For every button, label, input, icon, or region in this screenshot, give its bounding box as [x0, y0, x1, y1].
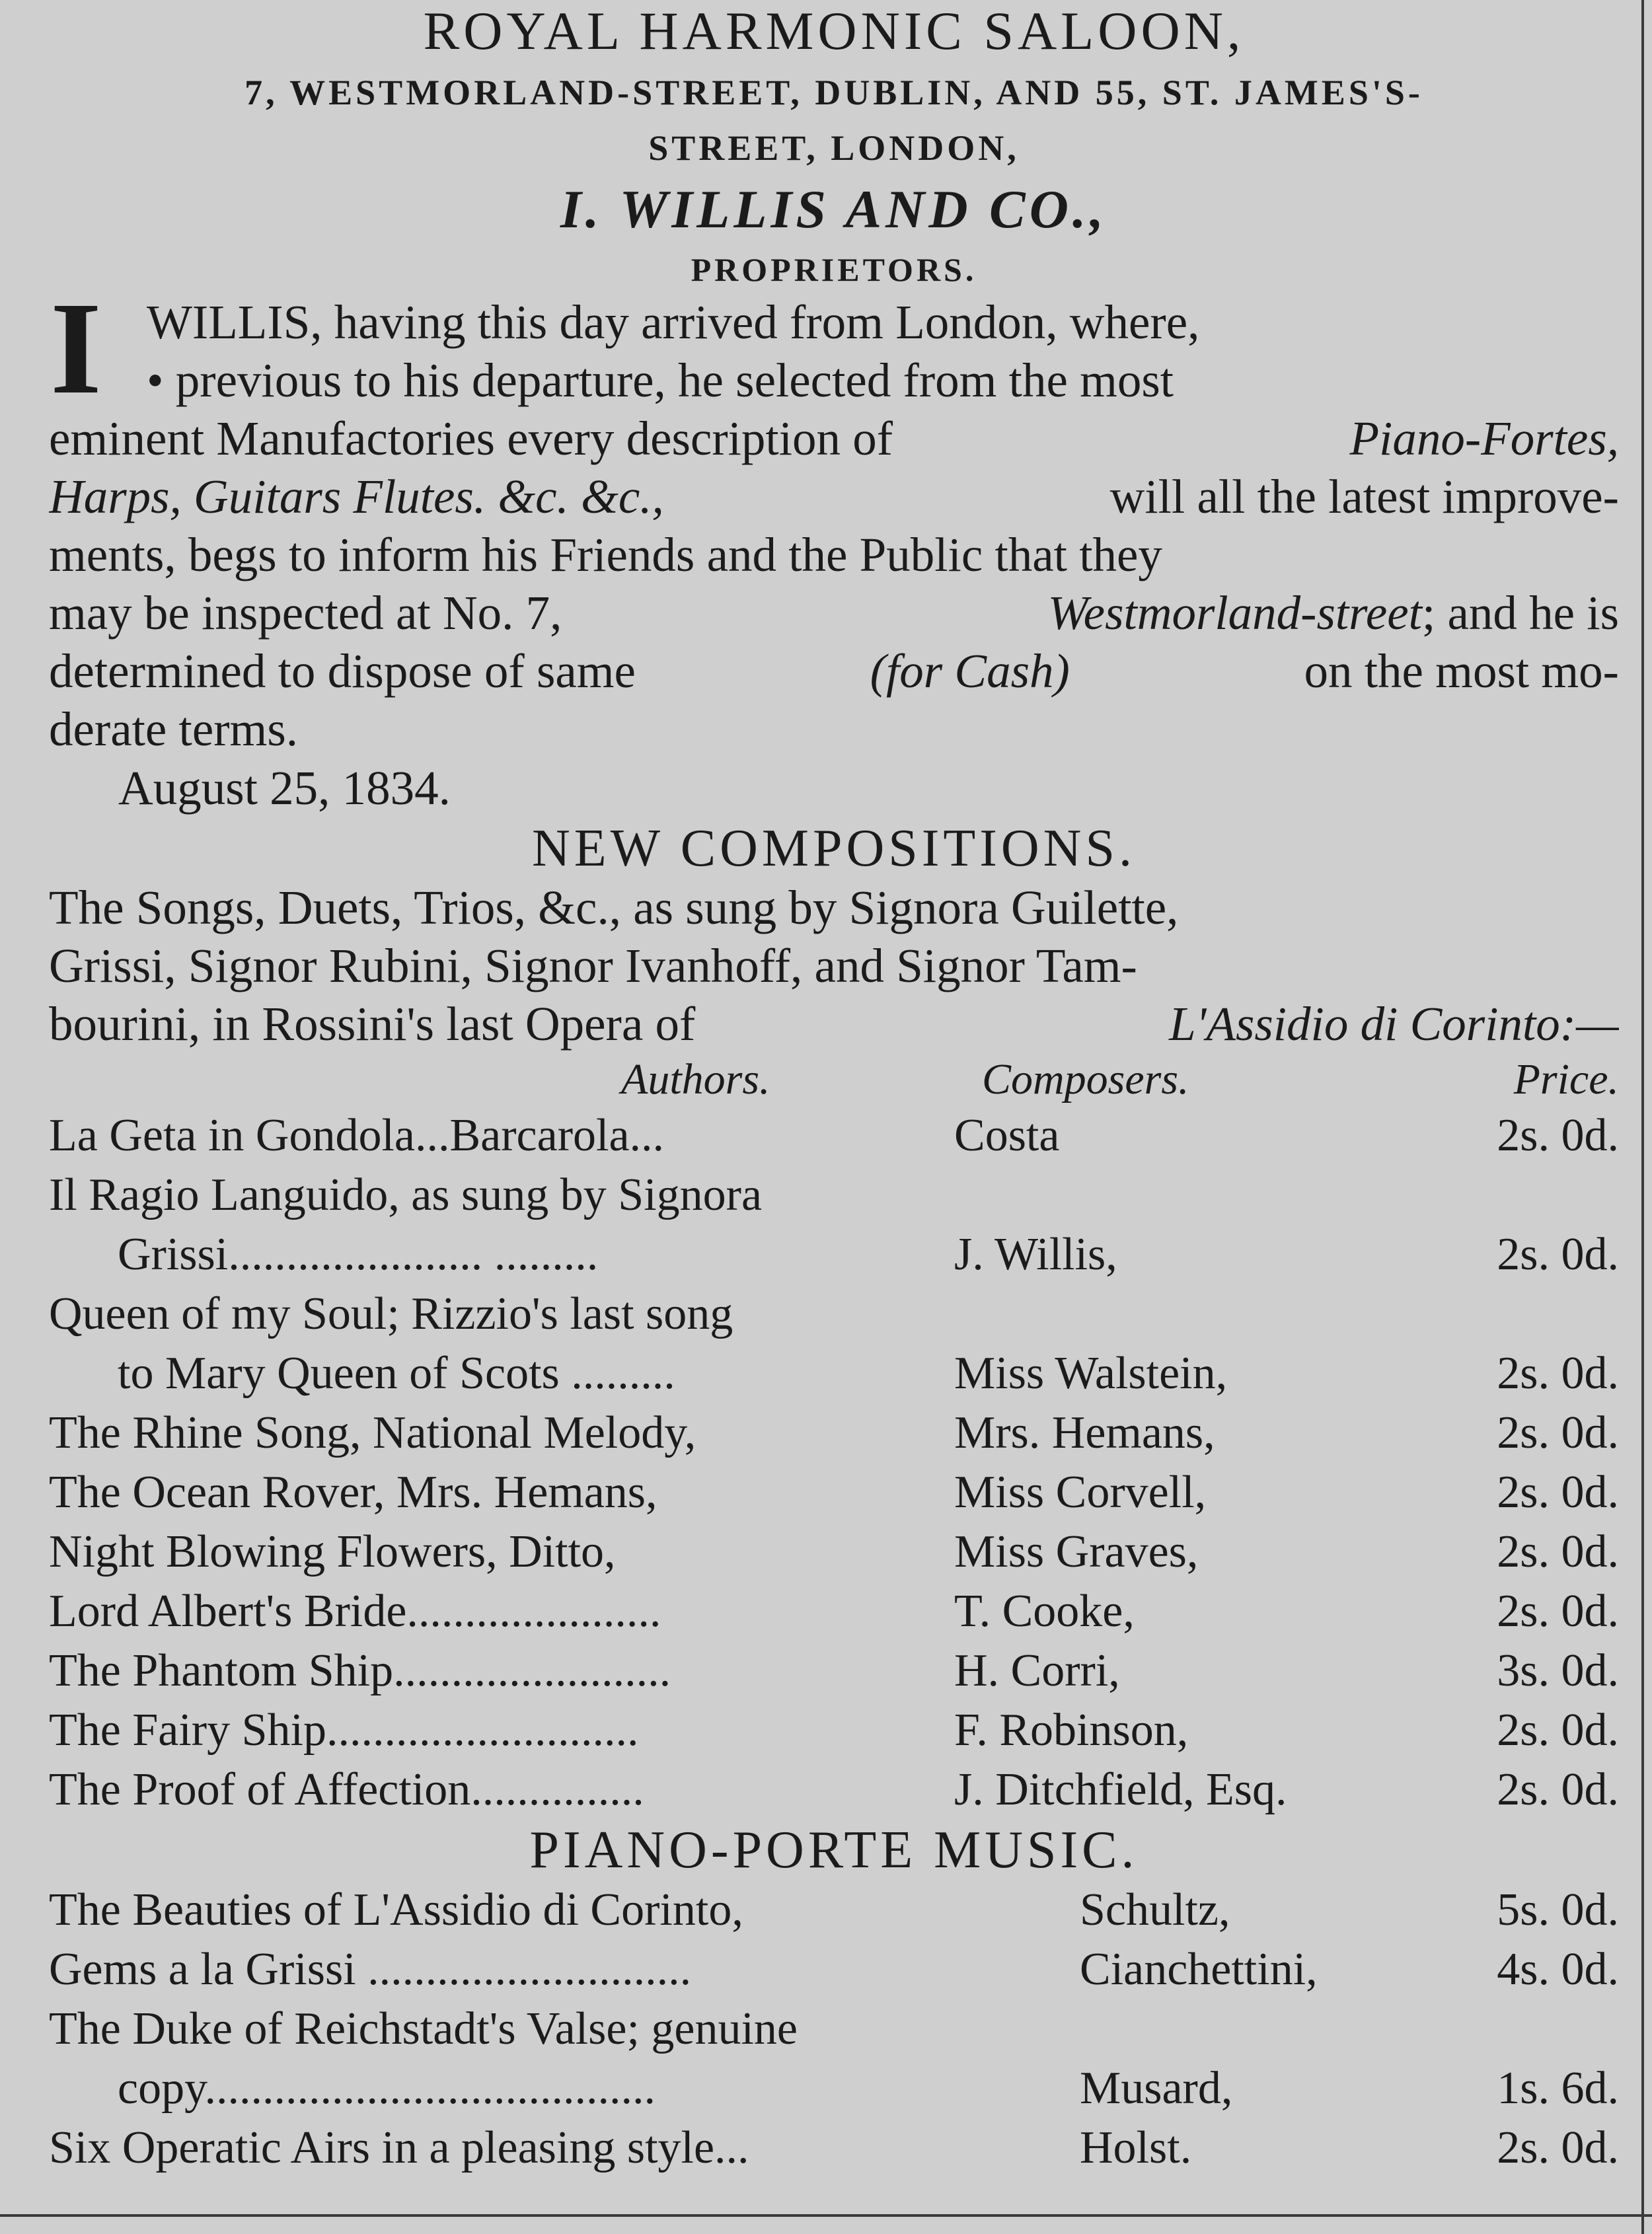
entry-price: 2s. 0d. [1497, 1705, 1619, 1756]
entry-title: The Rhine Song, National Melody, [49, 1407, 696, 1458]
column-rule-right [1641, 0, 1644, 2234]
announcement-italic: Piano-Fortes, [1349, 412, 1619, 465]
entry-composer: T. Cooke, [954, 1586, 1135, 1637]
list-item [49, 1880, 1619, 1940]
drop-cap: I [50, 276, 102, 422]
entry-composer: Miss Graves, [954, 1526, 1199, 1577]
entry-price: 2s. 0d. [1497, 2122, 1619, 2173]
announcement-line [49, 642, 1619, 700]
announcement-italic: (for Cash) [870, 644, 1070, 698]
entry-title: Queen of my Soul; Rizzio's last song [49, 1288, 733, 1339]
entry-price: 2s. 0d. [1497, 1526, 1619, 1577]
list-item [49, 1582, 1619, 1641]
compositions-list [49, 1106, 1619, 1820]
announcement-text: will all the latest improve- [1109, 470, 1619, 523]
entry-composer: J. Ditchfield, Esq. [954, 1764, 1287, 1815]
col-price: Price. [1513, 1055, 1619, 1103]
list-item [49, 1463, 1619, 1522]
list-item [49, 1344, 1619, 1403]
entry-title: The Ocean Rover, Mrs. Hemans, [49, 1467, 657, 1518]
entry-title: The Duke of Reichstadt's Valse; genuine [49, 2003, 798, 2054]
entry-price: 1s. 6d. [1497, 2063, 1619, 2114]
announcement-text: on the most mo- [1304, 644, 1619, 698]
col-authors: Authors. [621, 1055, 770, 1103]
entry-composer: Miss Walstein, [954, 1348, 1228, 1399]
entry-price: 5s. 0d. [1497, 1884, 1619, 1935]
entry-price: 2s. 0d. [1497, 1407, 1619, 1458]
list-item [49, 1285, 1619, 1344]
entry-title: Six Operatic Airs in a pleasing style... [49, 2122, 749, 2173]
entry-title: Grissi...................... ......... [118, 1229, 599, 1280]
list-item [49, 1225, 1619, 1285]
saloon-title: ROYAL HARMONIC SALOON, [423, 1, 1245, 61]
entry-price: 2s. 0d. [1497, 1110, 1619, 1161]
announcement-text: eminent Manufactories every description of [49, 412, 893, 465]
entry-composer: Costa [954, 1110, 1060, 1161]
entry-price: 2s. 0d. [1497, 1764, 1619, 1815]
announcement-line [49, 468, 1619, 526]
announcement-date: August 25, 1834. [118, 761, 451, 815]
entry-composer: Holst. [1080, 2122, 1192, 2173]
intro-line [49, 995, 1619, 1053]
intro-line [49, 879, 1619, 937]
entry-price: 2s. 0d. [1497, 1467, 1619, 1518]
list-item [49, 2059, 1619, 2118]
entry-composer: F. Robinson, [954, 1705, 1189, 1756]
intro-text: bourini, in Rossini's last Opera of [49, 997, 696, 1051]
list-item [49, 1940, 1619, 1999]
entry-composer: Musard, [1080, 2063, 1233, 2114]
announcement-line: derate terms. [49, 702, 298, 756]
list-item [49, 1999, 1619, 2059]
entry-price: 2s. 0d. [1497, 1586, 1619, 1637]
entry-composer: Cianchettini, [1080, 1944, 1318, 1995]
entry-price: 2s. 0d. [1497, 1229, 1619, 1280]
announcement-italic: Harps, Guitars Flutes. &c. &c., [49, 470, 664, 523]
list-item [49, 1522, 1619, 1582]
address-line-2: STREET, LONDON, [648, 128, 1020, 168]
entry-title: Gems a la Grissi ............................ [49, 1944, 692, 1995]
entry-composer: Miss Corvell, [954, 1467, 1207, 1518]
announcement-text: determined to dispose of same [49, 644, 636, 698]
announcement-line [49, 584, 1619, 642]
proprietors-label: PROPRIETORS. [691, 251, 977, 288]
announcement-text: may be inspected at No. 7, [49, 586, 562, 640]
entry-title: Il Ragio Languido, as sung by Signora [49, 1170, 763, 1220]
col-composers: Composers. [982, 1055, 1189, 1103]
entry-composer: Mrs. Hemans, [954, 1407, 1215, 1458]
entry-price: 4s. 0d. [1497, 1944, 1619, 1995]
announcement-line: • previous to his departure, he selected from the most [147, 354, 1174, 407]
intro-line: Grissi, Signor Rubini, Signor Ivanhoff, and Signor Tam- [49, 939, 1137, 992]
entry-composer: Schultz, [1080, 1884, 1230, 1935]
entry-title: to Mary Queen of Scots ......... [118, 1348, 675, 1399]
column-rule-bottom [0, 2214, 1652, 2217]
entry-title: La Geta in Gondola...Barcarola... [49, 1110, 665, 1161]
section-heading-piano: PIANO-PORTE MUSIC. [529, 1821, 1139, 1879]
list-item [49, 1641, 1619, 1701]
opera-title: L'Assidio di Corinto:— [1169, 997, 1619, 1051]
announcement-italic: Westmorland-street [1047, 586, 1422, 640]
announcement-paragraph [49, 276, 1619, 759]
entry-price: 3s. 0d. [1497, 1645, 1619, 1696]
section-heading-compositions: NEW COMPOSITIONS. [532, 819, 1136, 877]
entry-title: copy....................................... [118, 2063, 656, 2114]
entry-composer: J. Willis, [954, 1229, 1117, 1280]
list-item [49, 1166, 1619, 1225]
list-item [49, 1760, 1619, 1820]
announcement-text: ; and he is [1421, 586, 1619, 640]
entry-title: The Phantom Ship........................ [49, 1645, 671, 1696]
announcement-line: WILLIS, having this day arrived from London, where, [147, 295, 1200, 349]
entry-title: Night Blowing Flowers, Ditto, [49, 1526, 616, 1577]
announcement-line: ments, begs to inform his Friends and the Public that they [49, 528, 1162, 581]
column-headers [49, 1053, 1619, 1106]
entry-title: The Fairy Ship........................... [49, 1705, 639, 1756]
list-item [49, 2118, 1619, 2178]
proprietor-name: I. WILLIS AND CO., [560, 179, 1108, 239]
entry-price: 2s. 0d. [1497, 1348, 1619, 1399]
entry-title: The Beauties of L'Assidio di Corinto, [49, 1884, 743, 1935]
entry-title: Lord Albert's Bride...................... [49, 1586, 661, 1637]
address-line-1: 7, WESTMORLAND-STREET, DUBLIN, AND 55, ST. JAMES'S- [244, 73, 1423, 112]
list-item [49, 1106, 1619, 1166]
list-item [49, 1701, 1619, 1760]
piano-music-list [49, 1880, 1619, 2178]
entry-title: The Proof of Affection............... [49, 1764, 644, 1815]
list-item [49, 1403, 1619, 1463]
entry-composer: H. Corri, [954, 1645, 1120, 1696]
intro-text: The Songs, Duets, Trios, &c., as sung by Signora Guilette, [49, 881, 1179, 934]
announcement-line [49, 410, 1619, 468]
